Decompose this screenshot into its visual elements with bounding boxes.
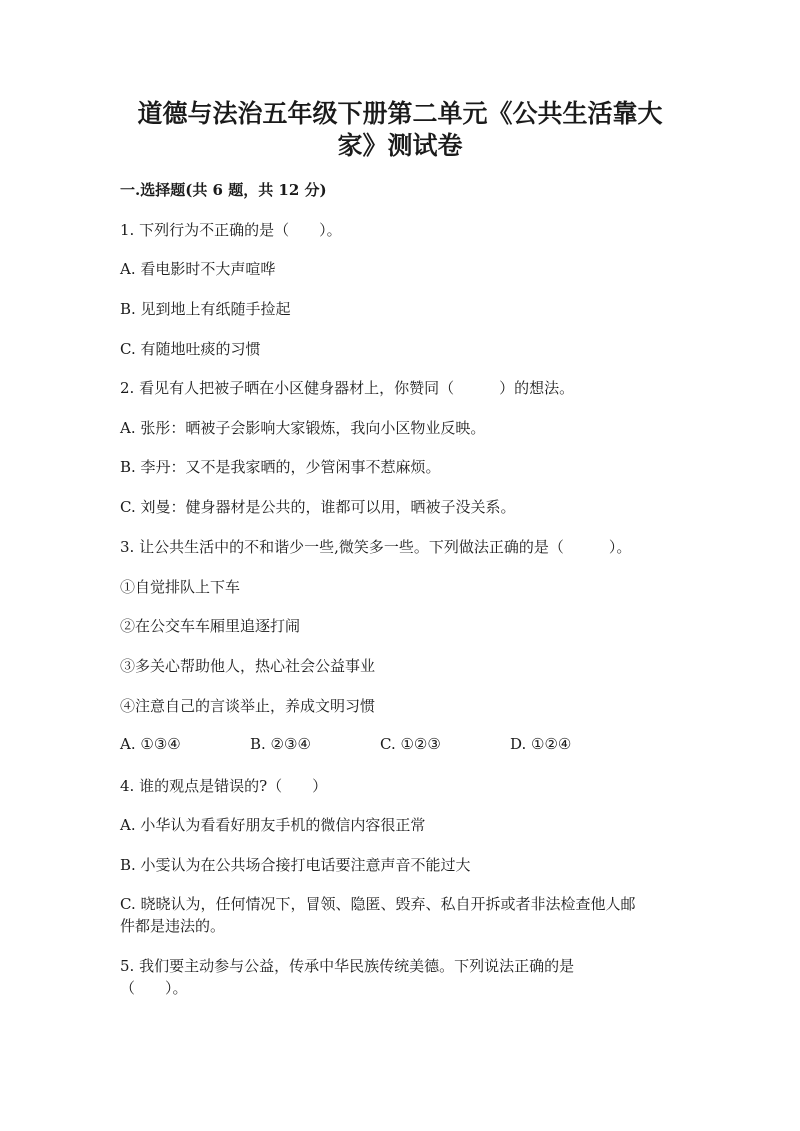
question-1-stem: 1. 下列行为不正确的是（ ）。 — [120, 221, 342, 239]
question-4-option-b: B. 小雯认为在公共场合接打电话要注意声音不能过大 — [120, 856, 471, 874]
question-4-option-c-line-1: C. 晓晓认为，任何情况下，冒领、隐匿、毁弃、私自开拆或者非法检查他人邮 — [120, 895, 636, 913]
question-3-option-c: C. ①②③ — [380, 735, 441, 753]
question-3-item-1: ①自觉排队上下车 — [120, 578, 241, 596]
question-2-stem: 2. 看见有人把被子晒在小区健身器材上，你赞同（ ）的想法。 — [120, 379, 575, 397]
question-5-stem-line-1: 5. 我们要主动参与公益，传承中华民族传统美德。下列说法正确的是 — [120, 957, 575, 975]
section-heading: 一.选择题(共 6 题，共 12 分) — [120, 181, 327, 199]
page-title — [0, 98, 800, 162]
question-4-stem: 4. 谁的观点是错误的?（ ） — [120, 777, 328, 795]
title-line-2: 家》测试卷 — [337, 131, 463, 160]
question-3-option-a: A. ①③④ — [120, 735, 181, 753]
title-line-1: 道德与法治五年级下册第二单元《公共生活靠大 — [137, 99, 663, 128]
question-4-option-a: A. 小华认为看看好朋友手机的微信内容很正常 — [120, 816, 426, 834]
question-2-option-b: B. 李丹：又不是我家晒的，少管闲事不惹麻烦。 — [120, 458, 441, 476]
question-3-item-2: ②在公交车车厢里追逐打闹 — [120, 617, 301, 635]
question-3-stem: 3. 让公共生活中的不和谐少一些,微笑多一些。下列做法正确的是（ ）。 — [120, 538, 632, 556]
question-3-option-b: B. ②③④ — [250, 735, 311, 753]
question-3-item-4: ④注意自己的言谈举止，养成文明习惯 — [120, 697, 376, 715]
question-2-option-a: A. 张彤：晒被子会影响大家锻炼，我向小区物业反映。 — [120, 419, 486, 437]
question-3-option-d: D. ①②④ — [510, 735, 572, 753]
question-3-item-3: ③多关心帮助他人，热心社会公益事业 — [120, 657, 376, 675]
question-1-option-c: C. 有随地吐痰的习惯 — [120, 340, 261, 358]
question-5-stem-line-2: （ ）。 — [120, 979, 188, 997]
question-1-option-a: A. 看电影时不大声喧哗 — [120, 260, 276, 278]
question-4-option-c-line-2: 件都是违法的。 — [120, 917, 226, 935]
question-1-option-b: B. 见到地上有纸随手捡起 — [120, 300, 291, 318]
question-2-option-c: C. 刘曼：健身器材是公共的，谁都可以用，晒被子没关系。 — [120, 498, 516, 516]
